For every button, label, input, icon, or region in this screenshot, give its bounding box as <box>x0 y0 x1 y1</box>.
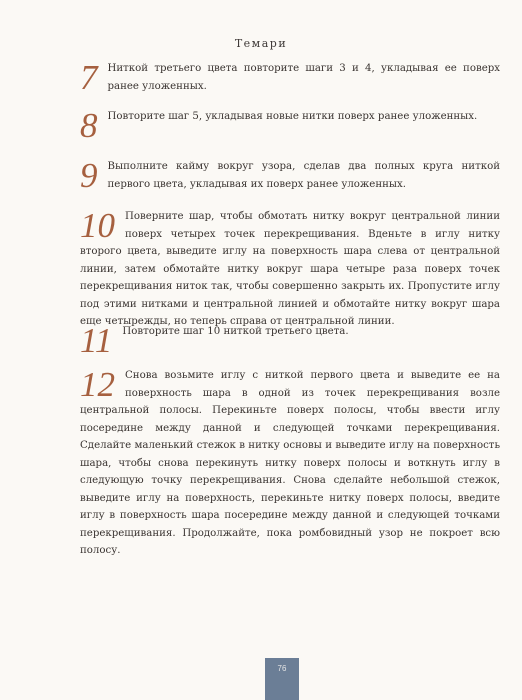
step-10 <box>80 208 500 331</box>
page-number: 76 <box>277 664 287 673</box>
step-number: 10 <box>80 206 115 245</box>
step-text: Повторите шаг 5, укладывая новые нитки поверх ранее уложенных. <box>107 111 478 122</box>
step-8 <box>80 106 500 145</box>
step-12 <box>80 367 500 560</box>
step-text: Выполните кайму вокруг узора, сделав два полных круга ниткой первого цвета, укладывая их поверх ранее уложенных. <box>107 161 500 190</box>
step-9 <box>80 158 500 193</box>
step-number: 8 <box>80 106 98 145</box>
step-text: Снова возьмите иглу с ниткой первого цвета и выведите ее на поверхность шара в одной из точек перекрещивания возле центральной полосы. Перекиньте поверх полосы, чтобы ввести иглу посередине между данной и следующей точками перекрещивания. Сделайте маленький стежок в нитку основы и выведите иглу на поверхность шара, чтобы снова перекинуть нитку поверх полосы и воткнуть иглу в следующую точку перекрещивания. Снова сделайте небольшой стежок, выведите иглу на поверхность, перекиньте нитку поверх полосы, введите иглу в поверхность шара посередине между данной и следующей точками перекрещивания. Продолжайте, пока ромбовидный узор не покроет всю полосу. <box>80 370 500 556</box>
step-number: 9 <box>80 156 98 195</box>
step-7 <box>80 60 500 95</box>
page-header-title: Темари <box>234 37 288 50</box>
step-number: 11 <box>80 321 113 360</box>
step-number: 12 <box>80 365 115 404</box>
step-text: Поверните шар, чтобы обмотать нитку вокруг центральной линии поверх четырех точек перекрещивания. Вденьте в иглу нитку второго цвета, выведите иглу на поверхность шара слева от центральной линии, затем обмотайте нитку вокруг шара четыре раза поверх точек перекрещивания ниток так, чтобы совершенно закрыть их. Пропустите иглу под этими нитками и центральной линией и обмотайте нитку вокруг шара еще четырежды, но теперь справа от центральной линии. <box>80 211 500 327</box>
step-text: Ниткой третьего цвета повторите шаги 3 и 4, укладывая ее поверх ранее уложенных. <box>107 63 500 92</box>
step-number: 7 <box>80 58 98 97</box>
step-11 <box>80 321 500 360</box>
step-text: Повторите шаг 10 ниткой третьего цвета. <box>122 326 349 337</box>
page-footer-tab <box>265 658 299 700</box>
